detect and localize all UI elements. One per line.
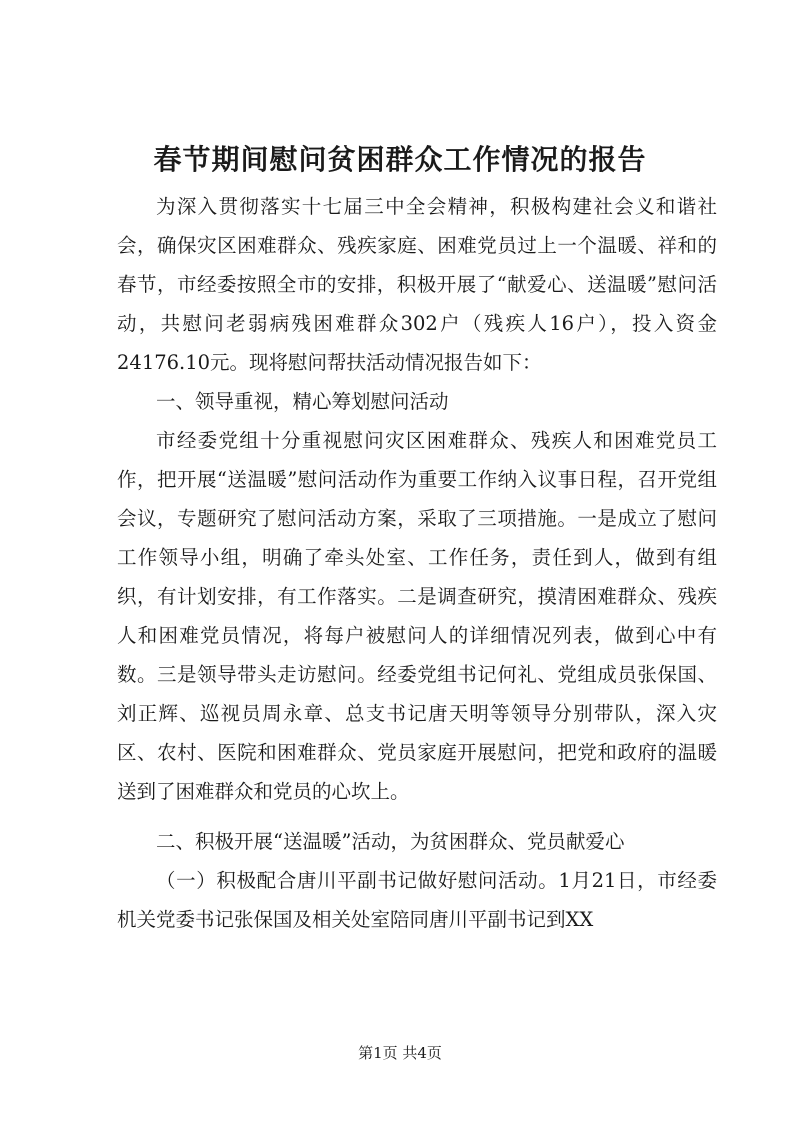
section-heading-1: 一、领导重视，精心筹划慰问活动 — [156, 390, 449, 413]
document-title: 春节期间慰问贫困群众工作情况的报告 — [153, 143, 647, 176]
page-number: 第1页 共4页 — [358, 1044, 442, 1062]
document-body — [117, 187, 717, 939]
intro-paragraph: 为深入贯彻落实十七届三中全会精神，积极构建社会义和谐社会，确保灾区困难群众、残疾家庭、困难党员过上一个温暖、祥和的春节，市经委按照全市的安排，积极开展了“献爱心、送温暖”慰问活动，共慰问老弱病残困难群众302户（残疾人16户），投入资金24176.10元。现将慰问帮扶活动情况报告如下： — [117, 195, 717, 374]
section-heading-2: 二、积极开展“送温暖”活动，为贫困群众、党员献爱心 — [156, 830, 625, 853]
subsection-paragraph: （一）积极配合唐川平副书记做好慰问活动。1月21日，市经委机关党委书记张保国及相关处室陪同唐川平副书记到XX — [117, 869, 717, 931]
section-1-paragraph: 市经委党组十分重视慰问灾区困难群众、残疾人和困难党员工作，把开展“送温暖”慰问活动作为重要工作纳入议事日程，召开党组会议，专题研究了慰问活动方案，采取了三项措施。一是成立了慰问工作领导小组，明确了牵头处室、工作任务，责任到人，做到有组织，有计划安排，有工作落实。二是调查研究，摸清困难群众、残疾人和困难党员情况，将每户被慰问人的详细情况列表，做到心中有数。三是领导带头走访慰问。经委党组书记何礼、党组成员张保国、刘正辉、巡视员周永章、总支书记唐天明等领导分别带队，深入灾区、农村、医院和困难群众、党员家庭开展慰问，把党和政府的温暖送到了困难群众和党员的心坎上。 — [117, 429, 717, 803]
